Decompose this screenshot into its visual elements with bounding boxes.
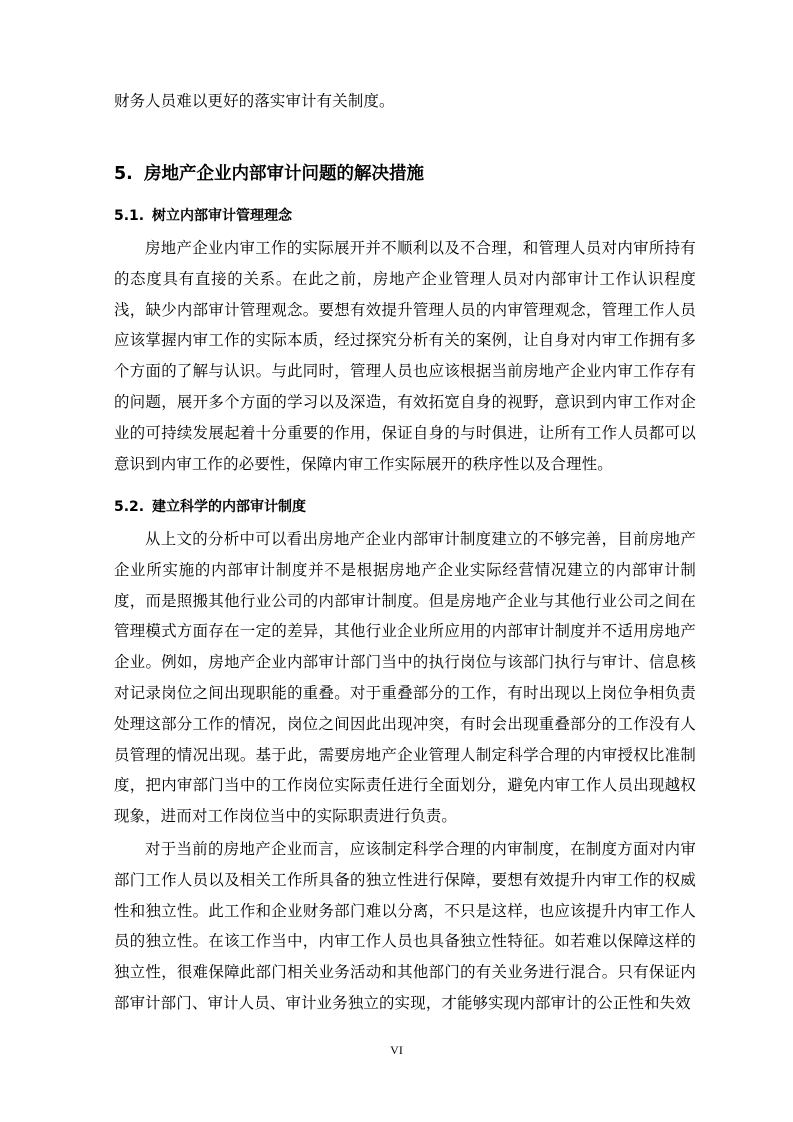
paragraph-5-1-1: 房地产企业内审工作的实际展开并不顺利以及不合理，和管理人员对内审所持有的态度具有直接的关系。在此之前，房地产企业管理人员对内部审计工作认识程度浅，缺少内部审计管理观念。要想有效提升管理人员的内审管理观念，管理工作人员应该掌握内审工作的实际本质，经过探究分析有关的案例，让自身对内审工作拥有多个方面的了解与认识。与此同时，管理人员也应该根据当前房地产企业内审工作存有的问题，展开多个方面的学习以及深造，有效拓宽自身的视野，意识到内审工作对企业的可持续发展起着十分重要的作用，保证自身的与时俱进，让所有工作人员都可以意识到内审工作的必要性，保障内审工作实际展开的秩序性以及合理性。 — [114, 239, 696, 473]
paragraph-5-2-2: 对于当前的房地产企业而言，应该制定科学合理的内审制度，在制度方面对内审部门工作人员以及相关工作所具备的独立性进行保障，要想有效提升内审工作的权威性和独立性。此工作和企业财务部门难以分离，不只是这样，也应该提升内审工作人员的独立性。在该工作当中，内审工作人员也具备独立性特征。如若难以保障这样的独立性，很难保障此部门相关业务活动和其他部门的有关业务进行混合。只有保证内部审计部门、审计人员、审计业务独立的实现，才能够实现内部审计的公正性和失效 — [114, 840, 696, 1012]
subsection-title: 树立内部审计管理理念 — [152, 208, 292, 224]
subsection-heading-5-2 — [114, 496, 306, 518]
section-heading — [114, 160, 424, 188]
section-title: 房地产企业内部审计问题的解决措施 — [144, 164, 424, 184]
section-number: 5. — [114, 164, 133, 184]
subsection-number: 5.2. — [114, 499, 145, 515]
continuation-paragraph: 财务人员难以更好的落实审计有关制度。 — [114, 92, 395, 110]
subsection-number: 5.1. — [114, 208, 145, 224]
page-number: VI — [390, 1043, 403, 1057]
paragraph-5-2-1: 从上文的分析中可以看出房地产企业内部审计制度建立的不够完善，目前房地产企业所实施的内部审计制度并不是根据房地产企业实际经营情况建立的内部审计制度，而是照搬其他行业公司的内部审计制度。但是房地产企业与其他行业公司之间在管理模式方面存在一定的差异，其他行业企业所应用的内部审计制度并不适用房地产企业。例如，房地产企业内部审计部门当中的执行岗位与该部门执行与审计、信息核对记录岗位之间出现职能的重叠。对于重叠部分的工作，有时出现以上岗位争相负责处理这部分工作的情况，岗位之间因此出现冲突，有时会出现重叠部分的工作没有人员管理的情况出现。基于此，需要房地产企业管理人制定科学合理的内审授权比准制度，把内审部门当中的工作岗位实际责任进行全面划分，避免内审工作人员出现越权现象，进而对工作岗位当中的实际职责进行负责。 — [114, 530, 696, 826]
subsection-title: 建立科学的内部审计制度 — [152, 499, 306, 515]
subsection-heading-5-1 — [114, 205, 292, 227]
